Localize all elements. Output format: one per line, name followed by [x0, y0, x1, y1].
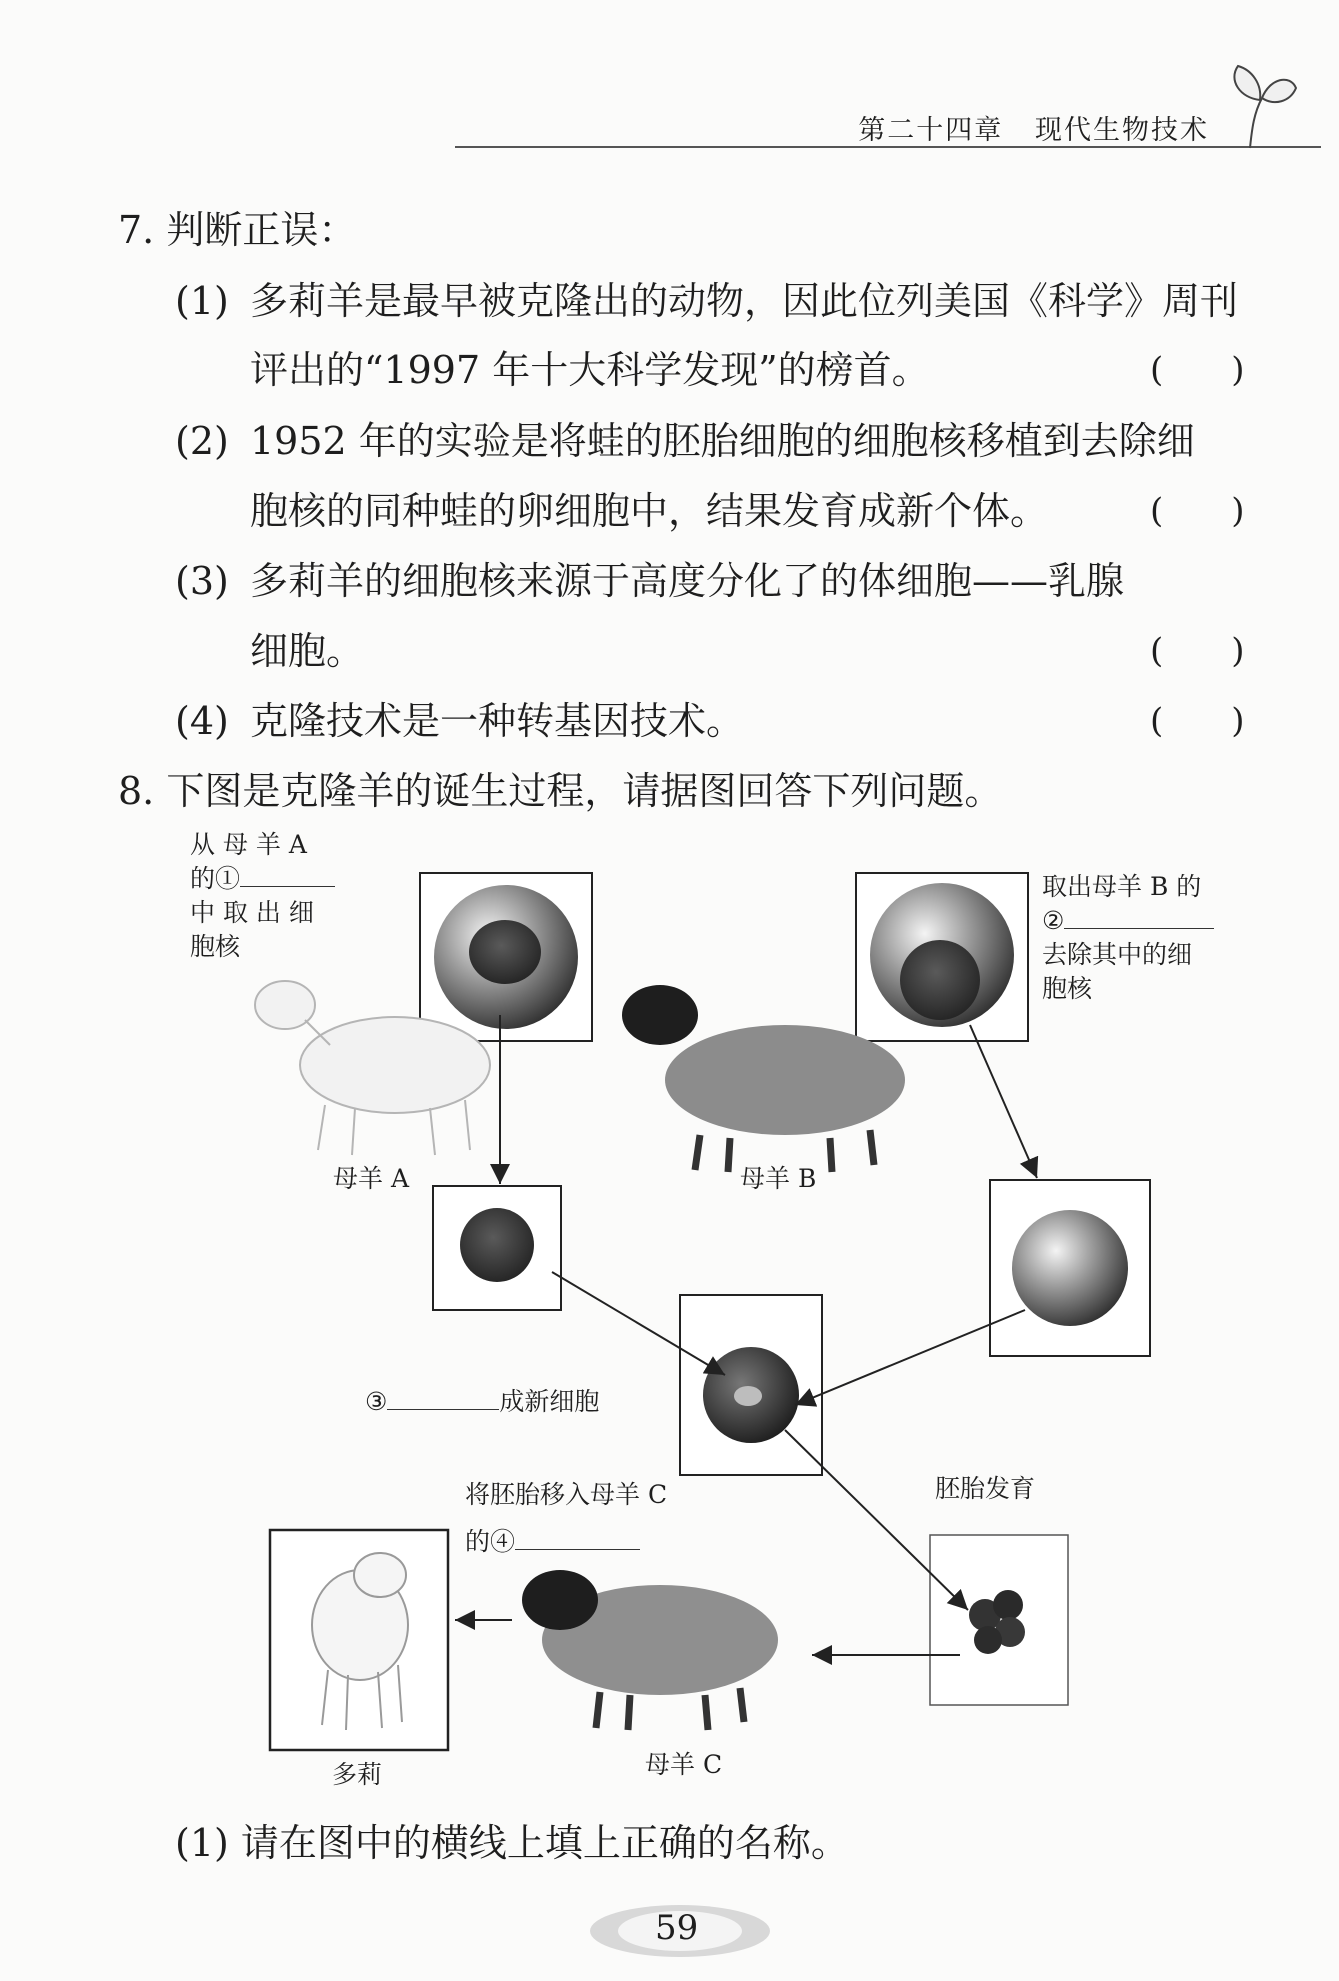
- sheep-c: [522, 1570, 778, 1730]
- q7-item2-line1: 1952 年的实验是将蛙的胚胎细胞的细胞核移植到去除细: [250, 419, 1195, 463]
- q7-item1-line1: 多莉羊是最早被克隆出的动物，因此位列美国《科学》周刊: [250, 279, 1239, 323]
- page-number: 59: [655, 1908, 699, 1948]
- q7-item4-num: (4): [175, 699, 229, 743]
- body-cell-nucleus: [469, 920, 541, 984]
- arrow-egg-down: [970, 1025, 1037, 1178]
- q7-item4-answer[interactable]: ( ): [1150, 701, 1245, 741]
- label-dolly: 多莉: [332, 1760, 383, 1789]
- label-sheep-b: 母羊 B: [740, 1164, 817, 1193]
- q7-item3-answer[interactable]: ( ): [1150, 631, 1245, 671]
- label-a-line3: 中 取 出 细: [190, 898, 314, 927]
- q7-item4-line1: 克隆技术是一种转基因技术。: [250, 699, 745, 743]
- label-b-line3: 去除其中的细: [1042, 940, 1193, 969]
- chapter-number: 第二十四章: [858, 115, 1004, 146]
- label-a-line4: 胞核: [190, 932, 241, 961]
- label-fusion: ③ 成新细胞: [365, 1387, 600, 1416]
- label-b-line4: 胞核: [1042, 974, 1093, 1003]
- q7-item1-answer[interactable]: ( ): [1150, 350, 1245, 390]
- q8-title: 8. 下图是克隆羊的诞生过程，请据图回答下列问题。: [118, 769, 1003, 813]
- q8-sub1: (1) 请在图中的横线上填上正确的名称。: [175, 1821, 849, 1865]
- blank-2[interactable]: [1064, 928, 1214, 929]
- arrow-fusion-to-embryo: [785, 1430, 968, 1610]
- q7-item3-line2: 细胞。: [250, 629, 365, 673]
- q7-title: 7. 判断正误：: [118, 208, 357, 252]
- label-sheep-c: 母羊 C: [645, 1750, 723, 1779]
- q7-item2-num: (2): [175, 419, 229, 463]
- label-transfer-line2: 的④: [465, 1525, 640, 1559]
- egg-cell-nucleus: [900, 940, 980, 1020]
- blank-4[interactable]: [515, 1549, 640, 1550]
- blank-3[interactable]: [387, 1409, 499, 1410]
- q7-item3-num: (3): [175, 559, 229, 603]
- chapter-title: 现代生物技术: [1035, 115, 1209, 146]
- q7-item2-line2: 胞核的同种蛙的卵细胞中，结果发育成新个体。: [250, 489, 1049, 533]
- q7-item1-num: (1): [175, 279, 229, 323]
- label-a-line2: 的①: [190, 862, 335, 896]
- label-sheep-a: 母羊 A: [333, 1164, 410, 1193]
- blank-1[interactable]: [240, 886, 335, 887]
- label-b-line2: ②: [1042, 904, 1214, 938]
- label-transfer-line1: 将胚胎移入母羊 C: [465, 1480, 668, 1509]
- q7-item1-line2: 评出的“1997 年十大科学发现”的榜首。: [250, 348, 930, 392]
- q7-item3-line1: 多莉羊的细胞核来源于高度分化了的体细胞——乳腺: [250, 559, 1125, 603]
- label-a-line1: 从 母 羊 A: [190, 830, 307, 859]
- extracted-nucleus: [460, 1208, 534, 1282]
- label-b-line1: 取出母羊 B 的: [1042, 872, 1202, 901]
- label-embryo-development: 胚胎发育: [935, 1474, 1036, 1503]
- q7-item2-answer[interactable]: ( ): [1150, 491, 1245, 531]
- enucleated-egg: [1012, 1210, 1128, 1326]
- arrow-egg-to-fusion: [795, 1310, 1025, 1405]
